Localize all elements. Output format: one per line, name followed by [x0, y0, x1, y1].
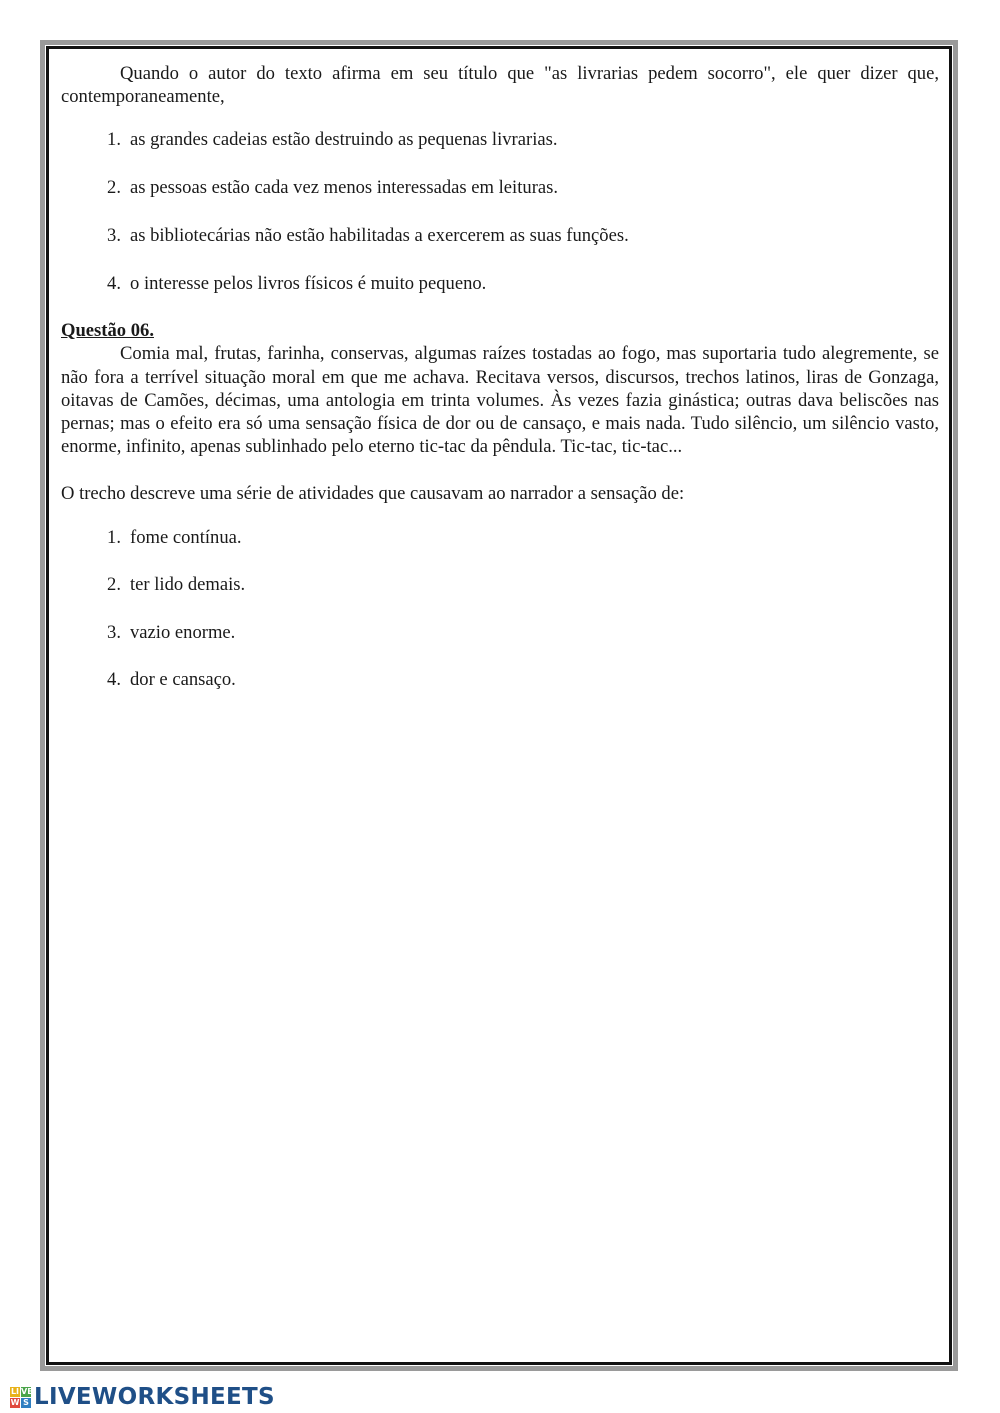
question-06-passage: Comia mal, frutas, farinha, conservas, algumas raízes tostadas ao fogo, mas suportaria tudo alegremente, se não fora a terrível situação moral em que me achava. Recitava versos, discursos, trechos latinos, liras de Gonzaga, oitavas de Camões, décimas, uma antologia em trinta volumes. Às vezes fazia ginástica; outras dava beliscões nas pernas; mas o efeito era só uma sensação física de dor ou de cansaço, e mais nada. Tudo silêncio, um silêncio vasto, enorme, infinito, apenas sublinhado pelo eterno tic-tac da pêndula. Tic-tac, tic-tac...	[61, 343, 939, 458]
logo-tile-icon: VE	[21, 1386, 33, 1396]
option-text: vazio enorme.	[130, 622, 236, 644]
question-05-option-1[interactable]	[61, 128, 939, 151]
option-number: 1.	[107, 526, 121, 548]
option-text: fome contínua.	[130, 526, 242, 548]
option-number: 1.	[107, 129, 121, 151]
question-06-option-3[interactable]	[61, 621, 939, 644]
logo-tile-icon: LI	[10, 1386, 20, 1396]
option-number: 3.	[107, 622, 121, 644]
question-05-option-3[interactable]	[61, 224, 939, 247]
option-number: 3.	[107, 224, 121, 246]
option-text: as grandes cadeias estão destruindo as pequenas livrarias.	[130, 129, 558, 151]
footer-logo[interactable]	[10, 1383, 275, 1411]
question-05-options	[61, 128, 939, 295]
option-text: ter lido demais.	[130, 573, 246, 595]
liveworksheets-logo-icon	[10, 1387, 31, 1408]
option-number: 2.	[107, 573, 121, 595]
option-number: 2.	[107, 176, 121, 198]
logo-tile-icon: W	[10, 1397, 20, 1407]
question-05-option-2[interactable]	[61, 176, 939, 199]
option-number: 4.	[107, 669, 121, 691]
option-text: o interesse pelos livros físicos é muito pequeno.	[130, 273, 487, 295]
question-06-option-1[interactable]	[61, 526, 939, 549]
worksheet-content	[61, 62, 939, 691]
question-06-options	[61, 526, 939, 692]
option-text: as pessoas estão cada vez menos interessadas em leituras.	[130, 176, 559, 198]
question-06-heading: Questão 06.	[61, 320, 154, 342]
logo-tile-icon: S	[21, 1398, 31, 1408]
question-05-option-4[interactable]	[61, 272, 939, 295]
question-06-prompt: O trecho descreve uma série de atividades que causavam ao narrador a sensação de:	[61, 483, 685, 505]
option-number: 4.	[107, 273, 121, 295]
liveworksheets-logo-text: LIVEWORKSHEETS	[34, 1384, 275, 1410]
question-05-stem: Quando o autor do texto afirma em seu título que "as livrarias pedem socorro", ele quer dizer que, contemporaneamente,	[61, 63, 939, 108]
option-text: dor e cansaço.	[130, 669, 236, 691]
question-06-option-4[interactable]	[61, 668, 939, 691]
question-06-option-2[interactable]	[61, 573, 939, 596]
option-text: as bibliotecárias não estão habilitadas a exercerem as suas funções.	[130, 224, 629, 246]
